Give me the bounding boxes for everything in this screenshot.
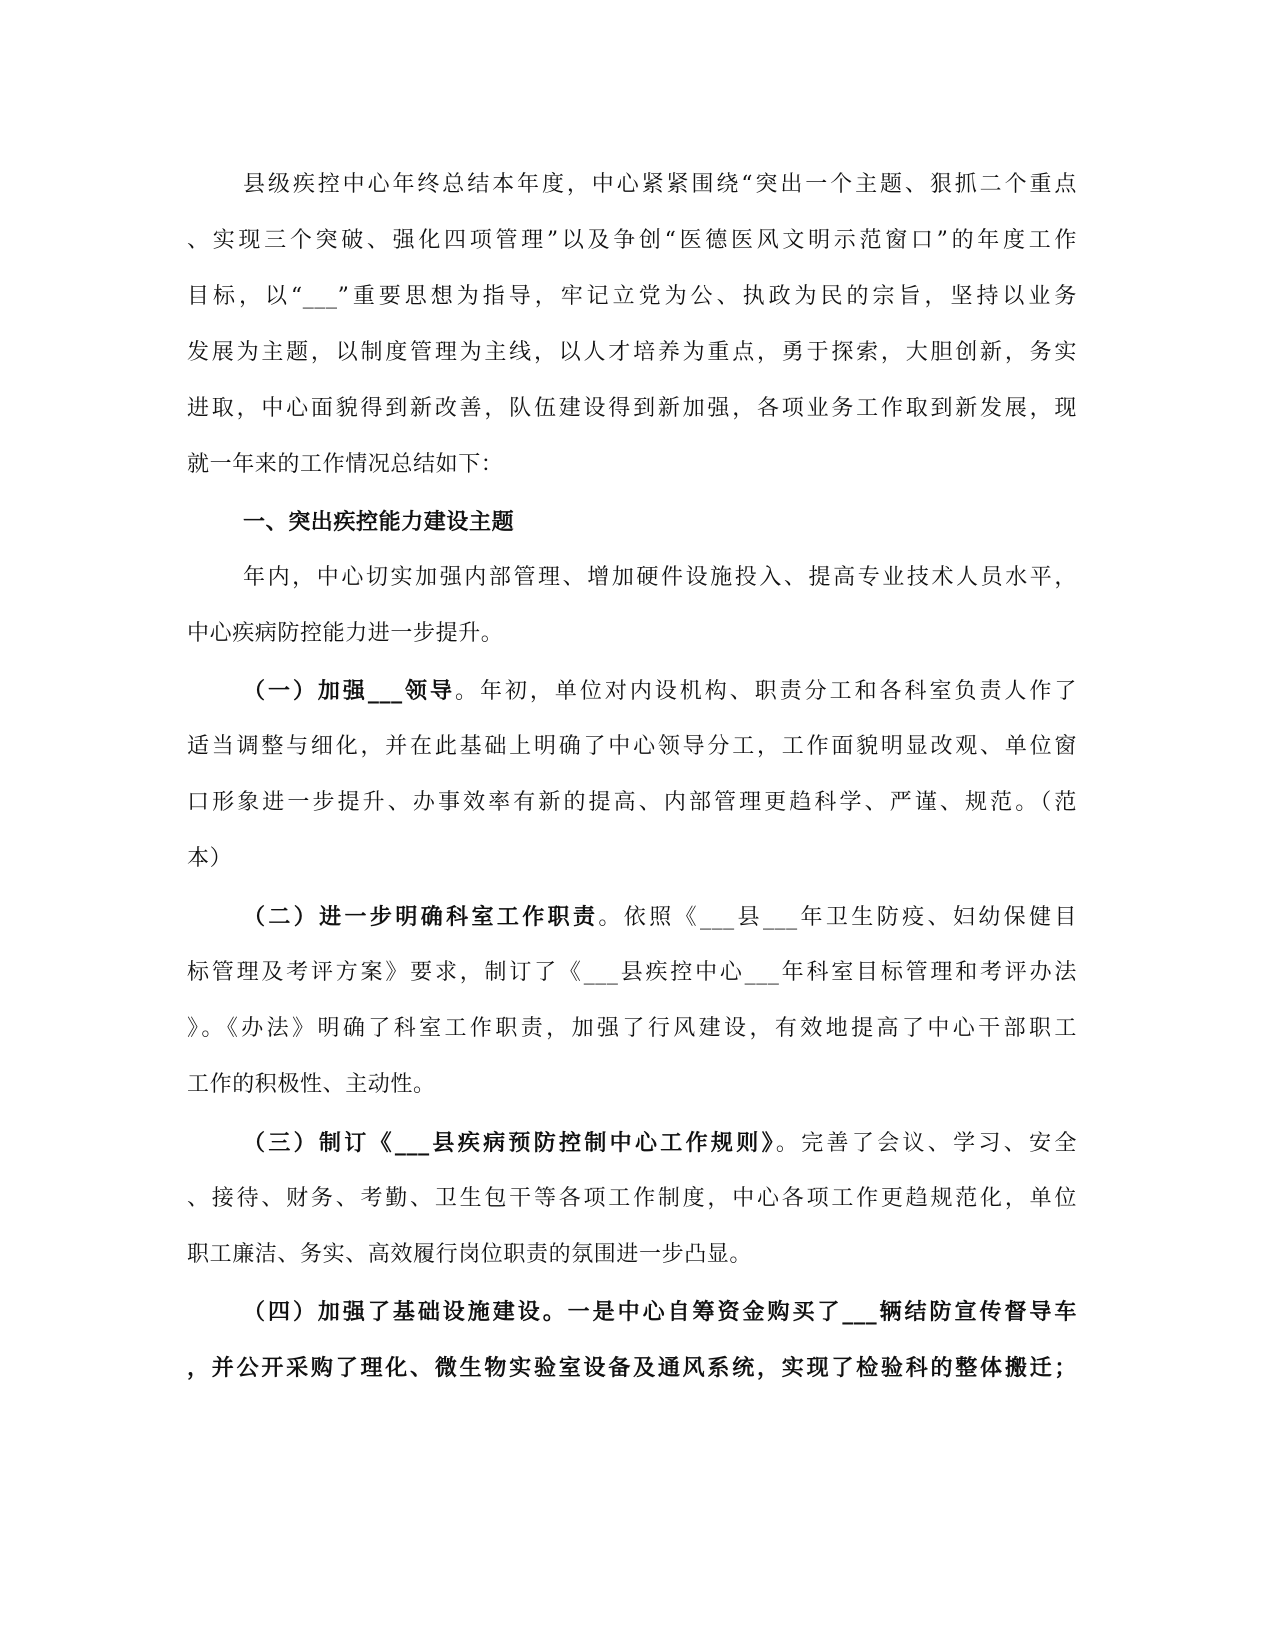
item1-line-3: 口形象进一步提升、办事效率有新的提高、内部管理更趋科学、严谨、规范。（范 (187, 790, 1077, 815)
item3-line-3: 职工廉洁、务实、高效履行岗位职责的氛围进一步凸显。 (187, 1242, 753, 1267)
item4-first-line (243, 1298, 1077, 1326)
item4-first-rest: 。一是中心自筹资金购买了___辆结防宣传督导车 (542, 1299, 1077, 1325)
item1-title: （一）加强___领导 (243, 678, 455, 704)
section-heading: 一、突出疾控能力建设主题 (243, 509, 515, 535)
item3-first-rest: 。完善了会议、学习、安全 (775, 1131, 1077, 1156)
item1-first-rest: 。年初，单位对内设机构、职责分工和各科室负责人作了 (455, 679, 1077, 704)
intro-line-1: 县级疾控中心年终总结本年度，中心紧紧围绕“突出一个主题、狠抓二个重点 (243, 172, 1077, 197)
section1-line-1: 年内，中心切实加强内部管理、增加硬件设施投入、提高专业技术人员水平， (243, 565, 1077, 590)
item2-line-2: 标管理及考评方案》要求，制订了《___县疾控中心___年科室目标管理和考评办法 (187, 960, 1077, 985)
item3-line-2: 、接待、财务、考勤、卫生包干等各项工作制度，中心各项工作更趋规范化，单位 (187, 1186, 1077, 1211)
intro-line-5: 进取，中心面貌得到新改善，队伍建设得到新加强，各项业务工作取到新发展，现 (187, 396, 1077, 421)
intro-line-6: 就一年来的工作情况总结如下： (187, 452, 504, 477)
intro-line-3: 目标，以“___”重要思想为指导，牢记立党为公、执政为民的宗旨，坚持以业务 (187, 284, 1077, 309)
item4-title: （四）加强了基础设施建设 (243, 1299, 543, 1325)
item1-first-line (243, 677, 1077, 706)
section1-line-2: 中心疾病防控能力进一步提升。 (187, 621, 504, 646)
item2-first-line (243, 903, 1077, 932)
intro-line-2: 、实现三个突破、强化四项管理”以及争创“医德医风文明示范窗口”的年度工作 (187, 228, 1077, 253)
item4-line-2: ，并公开采购了理化、微生物实验室设备及通风系统，实现了检验科的整体搬迁； (187, 1355, 1077, 1381)
item2-first-rest: 。依照《___县___年卫生防疫、妇幼保健目 (598, 905, 1077, 930)
item2-title: （二）进一步明确科室工作职责 (243, 904, 599, 930)
item2-line-4: 工作的积极性、主动性。 (187, 1072, 436, 1097)
item1-line-2: 适当调整与细化，并在此基础上明确了中心领导分工，工作面貌明显改观、单位窗 (187, 734, 1077, 759)
intro-line-4: 发展为主题，以制度管理为主线，以人才培养为重点，勇于探索，大胆创新，务实 (187, 340, 1077, 365)
item3-title: （三）制订《___县疾病预防控制中心工作规则》 (243, 1130, 776, 1156)
item2-line-3: 》。《办法》明确了科室工作职责，加强了行风建设，有效地提高了中心干部职工 (187, 1016, 1077, 1041)
item3-first-line (243, 1129, 1077, 1158)
item1-line-4: 本） (187, 846, 233, 871)
